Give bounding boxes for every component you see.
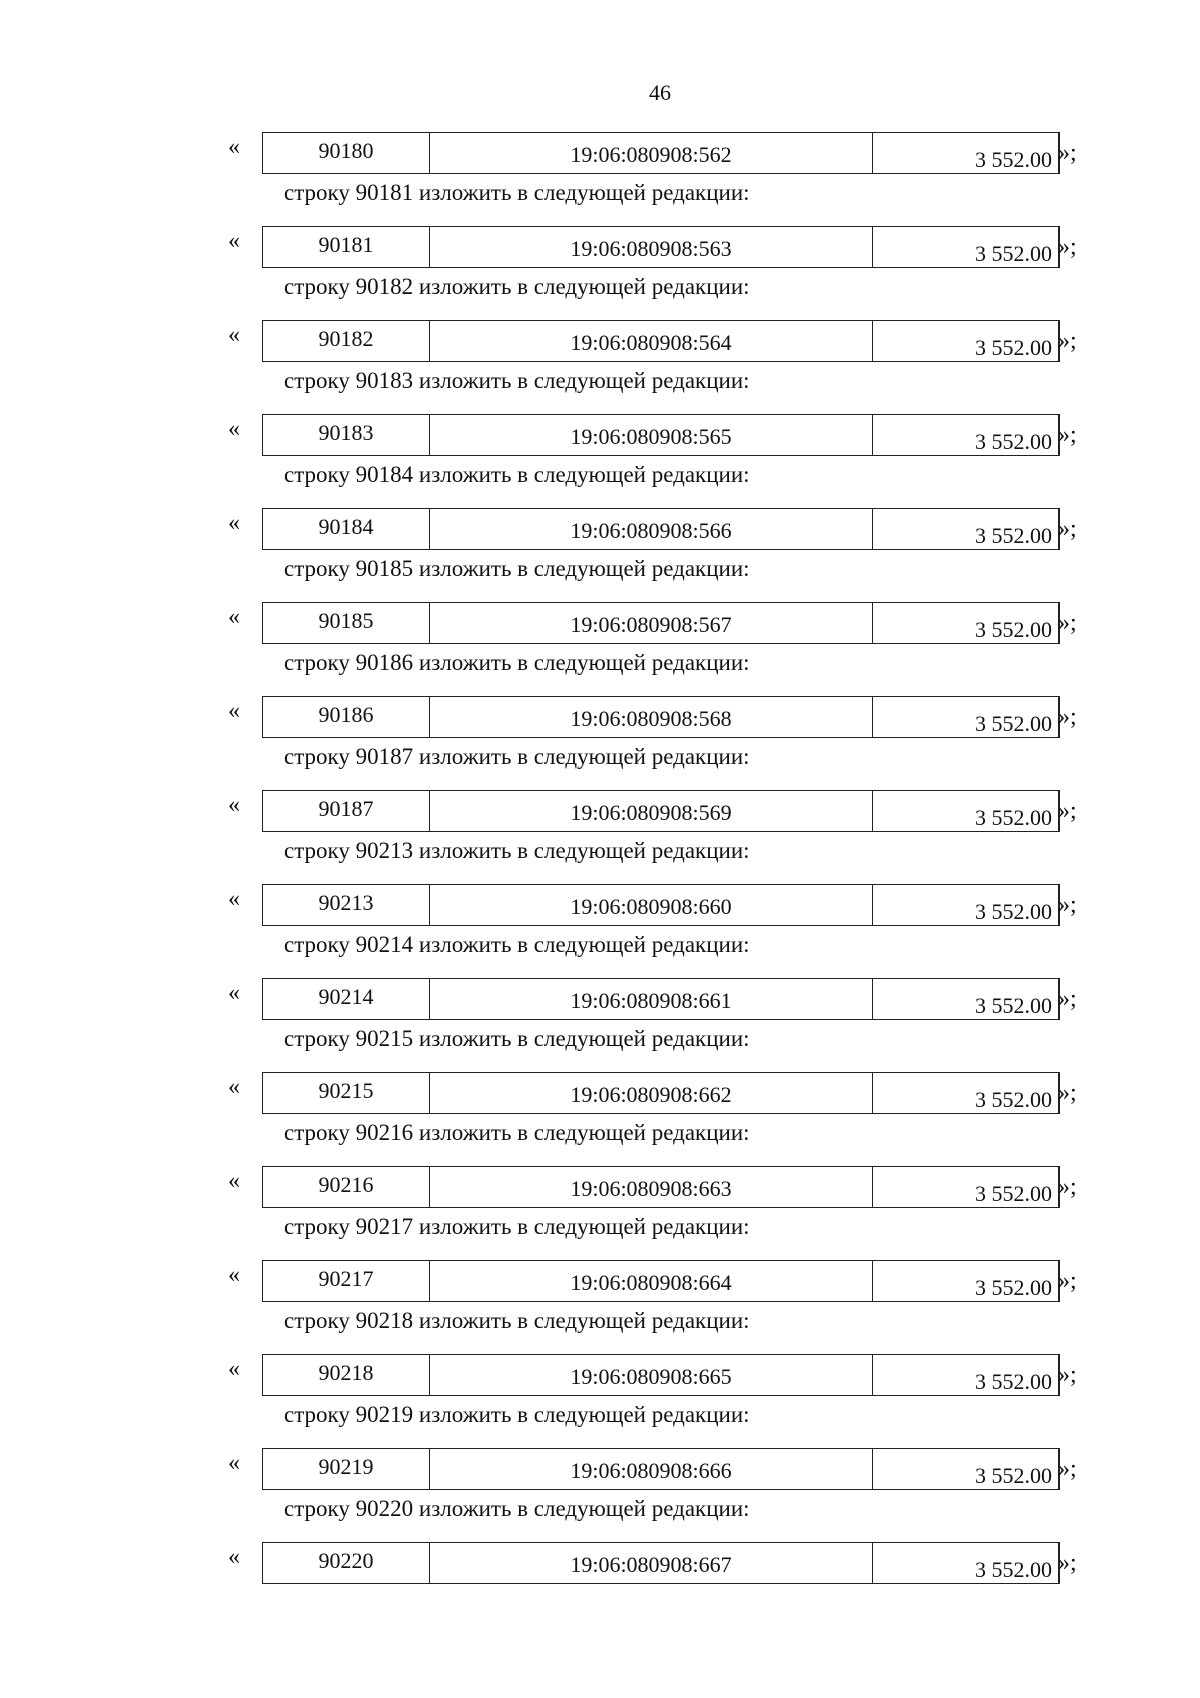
table-row: [262, 1260, 1060, 1302]
table-row: [262, 508, 1060, 550]
cadastral-number-cell: 19:06:080908:664: [430, 1261, 873, 1302]
closing-quote: »;: [1058, 1174, 1077, 1200]
row-number-cell: 90182: [263, 321, 430, 362]
row-number-cell: 90184: [263, 509, 430, 550]
table-row-line: [228, 1448, 1128, 1488]
opening-quote: «: [228, 134, 240, 160]
table-row-line: [228, 320, 1128, 360]
opening-quote: «: [228, 228, 240, 254]
opening-quote: «: [228, 1450, 240, 1476]
table-row-line: [228, 1166, 1128, 1206]
amendment-instruction: строку 90186 изложить в следующей редакции:: [284, 650, 750, 675]
amendment-instruction: строку 90181 изложить в следующей редакции:: [284, 180, 750, 205]
entry: [228, 978, 1128, 1072]
table-row-line: [228, 508, 1128, 548]
table-row: [262, 414, 1060, 456]
closing-quote: »;: [1058, 1080, 1077, 1106]
cadastral-number-cell: 19:06:080908:667: [430, 1543, 873, 1584]
amendment-instruction: строку 90187 изложить в следующей редакции:: [284, 744, 750, 769]
cadastral-number-cell: 19:06:080908:666: [430, 1449, 873, 1490]
table-row-line: [228, 226, 1128, 266]
opening-quote: «: [228, 792, 240, 818]
table-row: [262, 1448, 1060, 1490]
cadastral-number-cell: 19:06:080908:566: [430, 509, 873, 550]
closing-quote: »;: [1058, 422, 1077, 448]
amendment-instruction: строку 90182 изложить в следующей редакции:: [284, 274, 750, 299]
cadastral-number-cell: 19:06:080908:663: [430, 1167, 873, 1208]
opening-quote: «: [228, 1168, 240, 1194]
entry: [228, 1166, 1128, 1260]
row-number-cell: 90187: [263, 791, 430, 832]
row-number-cell: 90216: [263, 1167, 430, 1208]
table-row: [262, 884, 1060, 926]
cadastral-number-cell: 19:06:080908:661: [430, 979, 873, 1020]
entry: [228, 1354, 1128, 1448]
document-body: [228, 132, 1128, 1636]
amendment-instruction: строку 90216 изложить в следующей редакции:: [284, 1120, 750, 1145]
amendment-instruction: строку 90185 изложить в следующей редакции:: [284, 556, 750, 581]
row-number-cell: 90219: [263, 1449, 430, 1490]
amendment-instruction: строку 90214 изложить в следующей редакции:: [284, 932, 750, 957]
cadastral-number-cell: 19:06:080908:563: [430, 227, 873, 268]
row-number-cell: 90218: [263, 1355, 430, 1396]
closing-quote: »;: [1058, 1268, 1077, 1294]
closing-quote: »;: [1058, 892, 1077, 918]
amendment-instruction: строку 90183 изложить в следующей редакции:: [284, 368, 750, 393]
closing-quote: »;: [1058, 140, 1077, 166]
row-number-cell: 90183: [263, 415, 430, 456]
table-row-line: [228, 1354, 1128, 1394]
area-cell: 3 552.00: [873, 791, 1060, 832]
cadastral-number-cell: 19:06:080908:565: [430, 415, 873, 456]
area-cell: 3 552.00: [873, 227, 1060, 268]
closing-quote: »;: [1058, 516, 1077, 542]
table-row-line: [228, 884, 1128, 924]
cadastral-number-cell: 19:06:080908:662: [430, 1073, 873, 1114]
row-number-cell: 90180: [263, 133, 430, 174]
table-row-line: [228, 696, 1128, 736]
entry: [228, 602, 1128, 696]
area-cell: 3 552.00: [873, 1167, 1060, 1208]
entry: [228, 1448, 1128, 1542]
closing-quote: »;: [1058, 1456, 1077, 1482]
table-row: [262, 696, 1060, 738]
row-number-cell: 90214: [263, 979, 430, 1020]
opening-quote: «: [228, 698, 240, 724]
closing-quote: »;: [1058, 610, 1077, 636]
page-number: 46: [649, 80, 671, 105]
area-cell: 3 552.00: [873, 1355, 1060, 1396]
closing-quote: »;: [1058, 1550, 1077, 1576]
row-number-cell: 90186: [263, 697, 430, 738]
opening-quote: «: [228, 1356, 240, 1382]
area-cell: 3 552.00: [873, 1261, 1060, 1302]
row-number-cell: 90185: [263, 603, 430, 644]
entry: [228, 132, 1128, 226]
entry: [228, 508, 1128, 602]
closing-quote: »;: [1058, 798, 1077, 824]
cadastral-number-cell: 19:06:080908:568: [430, 697, 873, 738]
area-cell: 3 552.00: [873, 321, 1060, 362]
area-cell: 3 552.00: [873, 885, 1060, 926]
table-row-line: [228, 602, 1128, 642]
area-cell: 3 552.00: [873, 1449, 1060, 1490]
area-cell: 3 552.00: [873, 603, 1060, 644]
row-number-cell: 90220: [263, 1543, 430, 1584]
table-row: [262, 1072, 1060, 1114]
cadastral-number-cell: 19:06:080908:660: [430, 885, 873, 926]
area-cell: 3 552.00: [873, 1543, 1060, 1584]
table-row: [262, 1166, 1060, 1208]
closing-quote: »;: [1058, 234, 1077, 260]
amendment-instruction: строку 90184 изложить в следующей редакции:: [284, 462, 750, 487]
table-row: [262, 226, 1060, 268]
entry: [228, 790, 1128, 884]
opening-quote: «: [228, 980, 240, 1006]
cadastral-number-cell: 19:06:080908:569: [430, 791, 873, 832]
opening-quote: «: [228, 604, 240, 630]
entry: [228, 320, 1128, 414]
amendment-instruction: строку 90213 изложить в следующей редакции:: [284, 838, 750, 863]
table-row-line: [228, 414, 1128, 454]
entry: [228, 226, 1128, 320]
area-cell: 3 552.00: [873, 509, 1060, 550]
opening-quote: «: [228, 1262, 240, 1288]
area-cell: 3 552.00: [873, 1073, 1060, 1114]
area-cell: 3 552.00: [873, 133, 1060, 174]
amendment-instruction: строку 90220 изложить в следующей редакции:: [284, 1496, 750, 1521]
table-row-line: [228, 978, 1128, 1018]
amendment-instruction: строку 90218 изложить в следующей редакции:: [284, 1308, 750, 1333]
row-number-cell: 90213: [263, 885, 430, 926]
entry: [228, 696, 1128, 790]
opening-quote: «: [228, 886, 240, 912]
amendment-instruction: строку 90217 изложить в следующей редакции:: [284, 1214, 750, 1239]
table-row-line: [228, 1260, 1128, 1300]
amendment-instruction: строку 90219 изложить в следующей редакции:: [284, 1402, 750, 1427]
table-row: [262, 1354, 1060, 1396]
closing-quote: »;: [1058, 1362, 1077, 1388]
table-row-line: [228, 790, 1128, 830]
row-number-cell: 90217: [263, 1261, 430, 1302]
table-row-line: [228, 1072, 1128, 1112]
entry: [228, 414, 1128, 508]
table-row: [262, 602, 1060, 644]
table-row: [262, 1542, 1060, 1584]
table-row: [262, 978, 1060, 1020]
entry: [228, 1542, 1128, 1636]
entry: [228, 1072, 1128, 1166]
table-row-line: [228, 132, 1128, 172]
table-row: [262, 132, 1060, 174]
closing-quote: »;: [1058, 328, 1077, 354]
amendment-instruction: строку 90215 изложить в следующей редакции:: [284, 1026, 750, 1051]
closing-quote: »;: [1058, 986, 1077, 1012]
cadastral-number-cell: 19:06:080908:564: [430, 321, 873, 362]
table-row: [262, 320, 1060, 362]
opening-quote: «: [228, 1074, 240, 1100]
cadastral-number-cell: 19:06:080908:665: [430, 1355, 873, 1396]
opening-quote: «: [228, 1544, 240, 1570]
opening-quote: «: [228, 322, 240, 348]
opening-quote: «: [228, 416, 240, 442]
entry: [228, 1260, 1128, 1354]
cadastral-number-cell: 19:06:080908:567: [430, 603, 873, 644]
area-cell: 3 552.00: [873, 697, 1060, 738]
area-cell: 3 552.00: [873, 415, 1060, 456]
closing-quote: »;: [1058, 704, 1077, 730]
row-number-cell: 90181: [263, 227, 430, 268]
opening-quote: «: [228, 510, 240, 536]
entry: [228, 884, 1128, 978]
cadastral-number-cell: 19:06:080908:562: [430, 133, 873, 174]
table-row: [262, 790, 1060, 832]
area-cell: 3 552.00: [873, 979, 1060, 1020]
table-row-line: [228, 1542, 1128, 1582]
row-number-cell: 90215: [263, 1073, 430, 1114]
